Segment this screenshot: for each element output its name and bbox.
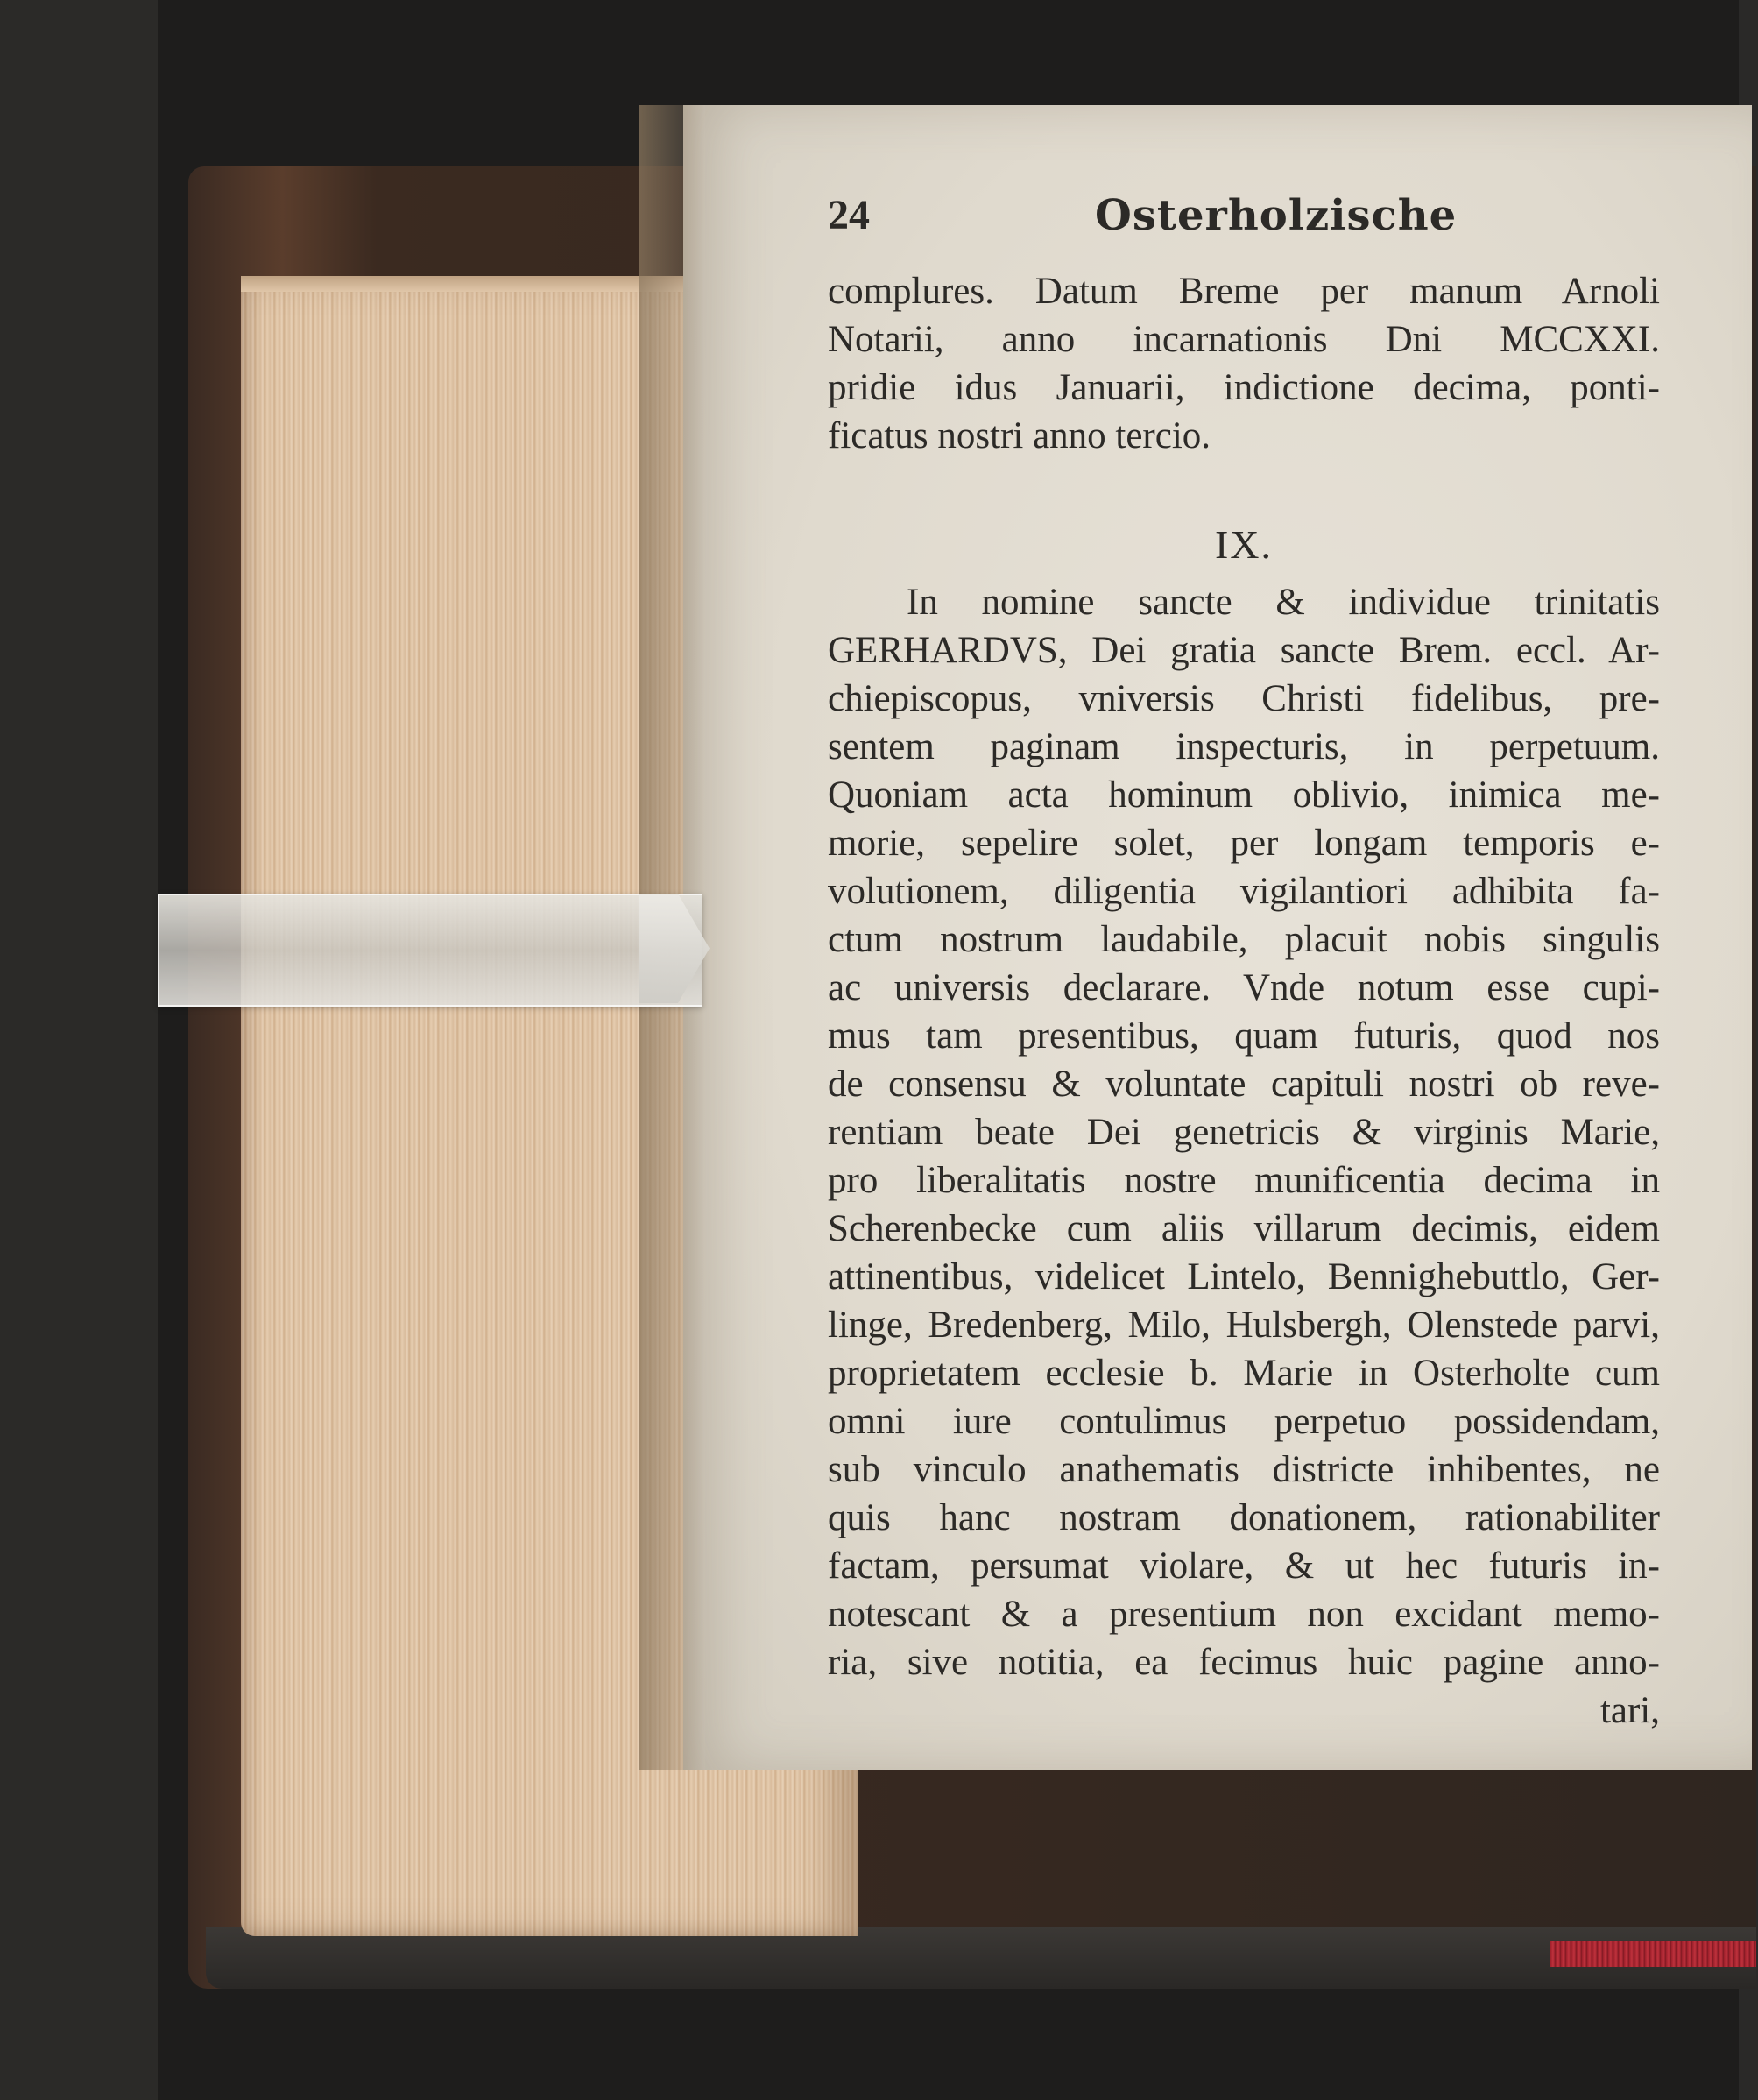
text-line: ria, sive notitia, ea fecimus huic pagine anno- xyxy=(828,1642,1660,1683)
text-line: Quoniam acta hominum oblivio, inimica me- xyxy=(828,774,1660,816)
bookmark-clip xyxy=(158,894,702,1007)
text-line: mus tam presentibus, quam futuris, quod nos xyxy=(828,1015,1660,1057)
text-line: linge, Bredenberg, Milo, Hulsbergh, Olenstede parvi, xyxy=(828,1305,1660,1346)
text-line: sub vinculo anathematis districte inhibentes, ne xyxy=(828,1449,1660,1490)
text-line: omni iure contulimus perpetuo possidendam, xyxy=(828,1401,1660,1442)
section-heading: IX. xyxy=(1214,522,1274,567)
running-head: Osterholzische xyxy=(1095,191,1458,240)
text-line: quis hanc nostram donationem, rationabiliter xyxy=(828,1497,1660,1538)
text-line: rentiam beate Dei genetricis & virginis Marie, xyxy=(828,1112,1660,1153)
text-line: attinentibus, videlicet Lintelo, Bennighebuttlo, Ger- xyxy=(828,1256,1660,1297)
text-line: volutionem, diligentia vigilantiori adhibita fa- xyxy=(828,871,1660,912)
text-line: proprietatem ecclesie b. Marie in Osterholte cum xyxy=(828,1353,1660,1394)
text-line: chiepiscopus, vniversis Christi fidelibus, pre- xyxy=(828,678,1660,719)
red-page-edge xyxy=(1550,1941,1756,1967)
page-number: 24 xyxy=(828,192,870,238)
text-line: GERHARDVS, Dei gratia sancte Brem. eccl. Ar- xyxy=(828,630,1660,671)
text-line: ac universis declarare. Vnde notum esse cupi- xyxy=(828,967,1660,1008)
text-line: morie, sepelire solet, per longam temporis e- xyxy=(828,823,1660,864)
page-header xyxy=(828,191,1704,252)
left-dark-margin xyxy=(0,0,158,2100)
text-line: ctum nostrum laudabile, placuit nobis singulis xyxy=(828,919,1660,960)
text-line-catchword: tari, xyxy=(1599,1690,1660,1731)
text-line: complures. Datum Breme per manum Arnoli xyxy=(828,271,1660,312)
text-line: notescant & a presentium non excidant memo- xyxy=(828,1594,1660,1635)
text-line: pro liberalitatis nostre munificentia decima in xyxy=(828,1160,1660,1201)
text-line: pridie idus Januarii, indictione decima, ponti- xyxy=(828,367,1660,408)
text-line: In nomine sancte & individue trinitatis xyxy=(907,582,1660,623)
text-line: factam, persumat violare, & ut hec futuris in- xyxy=(828,1545,1660,1587)
text-line: Scherenbecke cum aliis villarum decimis, eidem xyxy=(828,1208,1660,1249)
text-line: Notarii, anno incarnationis Dni MCCXXI. xyxy=(828,319,1660,360)
text-line: de consensu & voluntate capituli nostri ob reve- xyxy=(828,1064,1660,1105)
text-line: sentem paginam inspecturis, in perpetuum. xyxy=(828,726,1660,767)
book-cover-bottom xyxy=(206,1927,1756,1989)
text-line: ficatus nostri anno tercio. xyxy=(828,415,1211,456)
